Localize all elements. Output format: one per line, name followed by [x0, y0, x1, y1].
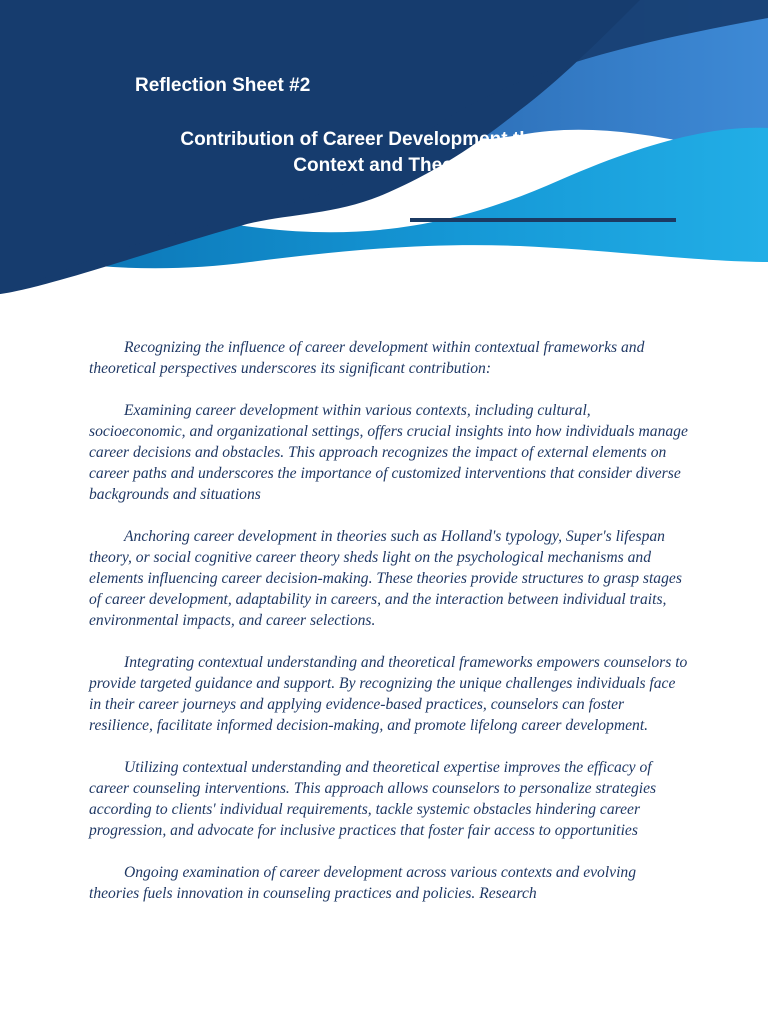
paragraph: Integrating contextual understanding and theoretical frameworks empowers counselors to provide targeted guidance and support. By recognizing the unique challenges individuals face in their career journeys and applying evidence-based practices, counselors can foster resilience, facilitate informed decision-making, and promote lifelong career development.: [89, 654, 688, 734]
sheet-label: Reflection Sheet #2: [135, 75, 311, 96]
paragraph: Anchoring career development in theories such as Holland's typology, Super's lifespan theory, or social cognitive career theory sheds light on the psychological mechanisms and elements influencing career decision-making. These theories provide structures to grasp stages of career development, adaptability in careers, and the interaction between individual traits, environmental impacts, and career selections.: [89, 528, 682, 629]
paragraph: Examining career development within various contexts, including cultural, socioeconomic, and organizational settings, offers crucial insights into how individuals manage career decisions and obstacles. This approach recognizes the impact of external elements on career paths and underscores the importance of customized interventions that consider diverse backgrounds and situations: [89, 402, 688, 503]
title-underline-divider: [410, 218, 676, 222]
page-title-line-1: Contribution of Career Development through: [180, 129, 585, 150]
paragraph: Recognizing the influence of career development within contextual frameworks and theoretical perspectives underscores its significant contribution:: [89, 339, 645, 377]
paragraph: Ongoing examination of career development across various contexts and evolving theories fuels innovation in counseling practices and policies. Research: [89, 864, 637, 902]
page-title-line-2: Context and Theory: [293, 155, 472, 176]
body-text: [89, 337, 689, 925]
page-title: [90, 127, 675, 179]
paragraph: Utilizing contextual understanding and theoretical expertise improves the efficacy of career counseling interventions. This approach allows counselors to personalize strategies according to clients' individual requirements, tackle systemic obstacles hindering career progression, and advocate for inclusive practices that foster fair access to opportunities: [89, 759, 657, 839]
